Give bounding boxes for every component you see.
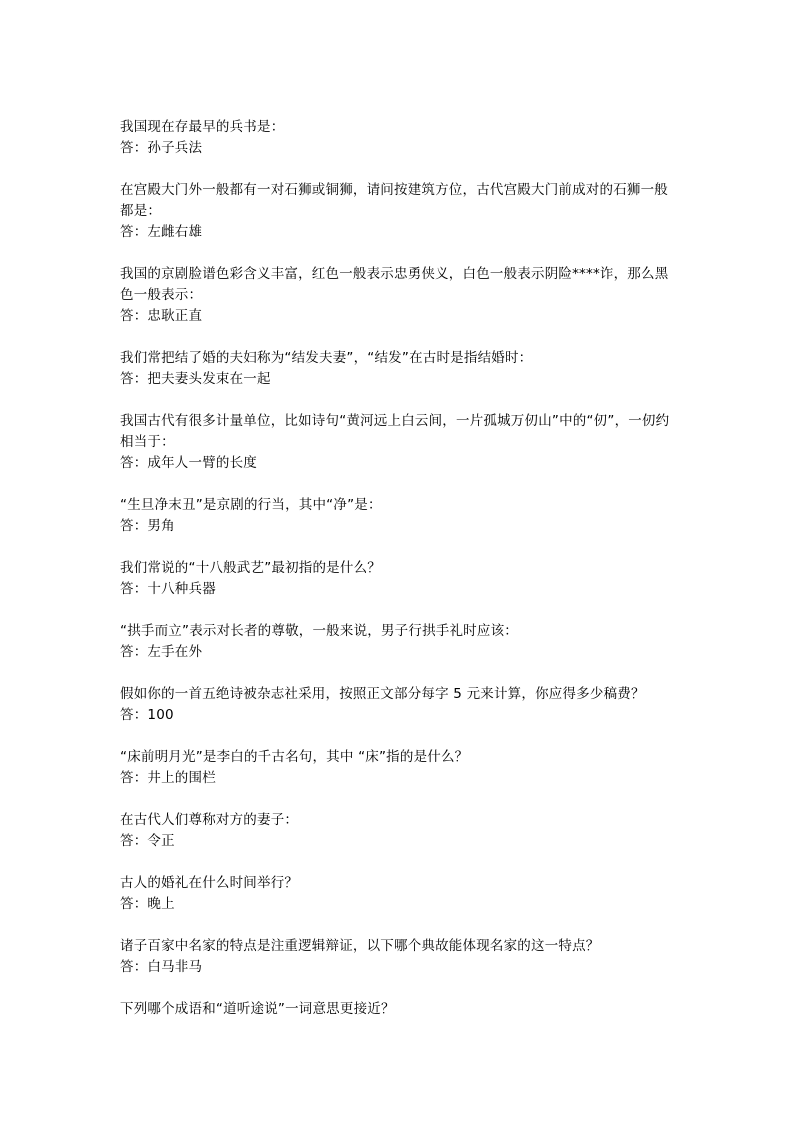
- qa-item-4: [120, 348, 680, 390]
- question-text: “拱手而立”表示对长者的尊敬，一般来说，男子行拱手礼时应该：: [120, 623, 518, 639]
- question-text: 古人的婚礼在什么时间举行？: [120, 875, 299, 891]
- question-text: 下列哪个成语和“道听途说”一词意思更接近？: [120, 1001, 395, 1017]
- answer-text: 答：忠耿正直: [120, 308, 203, 324]
- answer-text: 答：白马非马: [120, 959, 203, 975]
- qa-item-3: [120, 264, 680, 327]
- question-text: 我国的京剧脸谱色彩含义丰富，红色一般表示忠勇侠义，白色一般表示阴险****诈，那么黑色一般表示：: [120, 266, 669, 303]
- question-text: 我国现在存最早的兵书是：: [120, 119, 285, 135]
- qa-item-14: [120, 999, 680, 1020]
- qa-item-2: [120, 180, 680, 243]
- question-text: 假如你的一首五绝诗被杂志社采用，按照正文部分每字 5 元来计算，你应得多少稿费？: [120, 686, 645, 702]
- qa-item-7: [120, 558, 680, 600]
- question-text: 在宫殿大门外一般都有一对石狮或铜狮，请问按建筑方位，古代宫殿大门前成对的石狮一般都是：: [120, 182, 668, 219]
- answer-text: 答：孙子兵法: [120, 140, 203, 156]
- question-text: 在古代人们尊称对方的妻子：: [120, 812, 299, 828]
- qa-item-5: [120, 411, 680, 474]
- document-body: [120, 117, 680, 1041]
- qa-item-9: [120, 684, 680, 726]
- question-text: “生旦净末丑”是京剧的行当，其中“净”是：: [120, 497, 382, 513]
- qa-item-8: [120, 621, 680, 663]
- answer-text: 答：男角: [120, 518, 175, 534]
- qa-item-12: [120, 873, 680, 915]
- qa-item-13: [120, 936, 680, 978]
- qa-item-1: [120, 117, 680, 159]
- question-text: 我国古代有很多计量单位，比如诗句“黄河远上白云间，一片孤城万仞山”中的“仞”，一仞约相当于：: [120, 413, 670, 450]
- qa-item-11: [120, 810, 680, 852]
- qa-item-10: [120, 747, 680, 789]
- question-text: “床前明月光”是李白的千古名句，其中 “床”指的是什么？: [120, 749, 469, 765]
- question-text: 我们常说的“十八般武艺”最初指的是什么？: [120, 560, 381, 576]
- answer-text: 答：令正: [120, 833, 175, 849]
- answer-text: 答：十八种兵器: [120, 581, 216, 597]
- question-text: 我们常把结了婚的夫妇称为“结发夫妻”，“结发”在古时是指结婚时：: [120, 350, 533, 366]
- answer-text: 答：井上的围栏: [120, 770, 216, 786]
- qa-item-6: [120, 495, 680, 537]
- answer-text: 答：成年人一臂的长度: [120, 455, 257, 471]
- answer-text: 答：左手在外: [120, 644, 203, 660]
- answer-text: 答：把夫妻头发束在一起: [120, 371, 271, 387]
- question-text: 诸子百家中名家的特点是注重逻辑辩证，以下哪个典故能体现名家的这一特点？: [120, 938, 600, 954]
- answer-text: 答：晚上: [120, 896, 175, 912]
- answer-text: 答：100: [120, 707, 174, 723]
- answer-text: 答：左雌右雄: [120, 224, 203, 240]
